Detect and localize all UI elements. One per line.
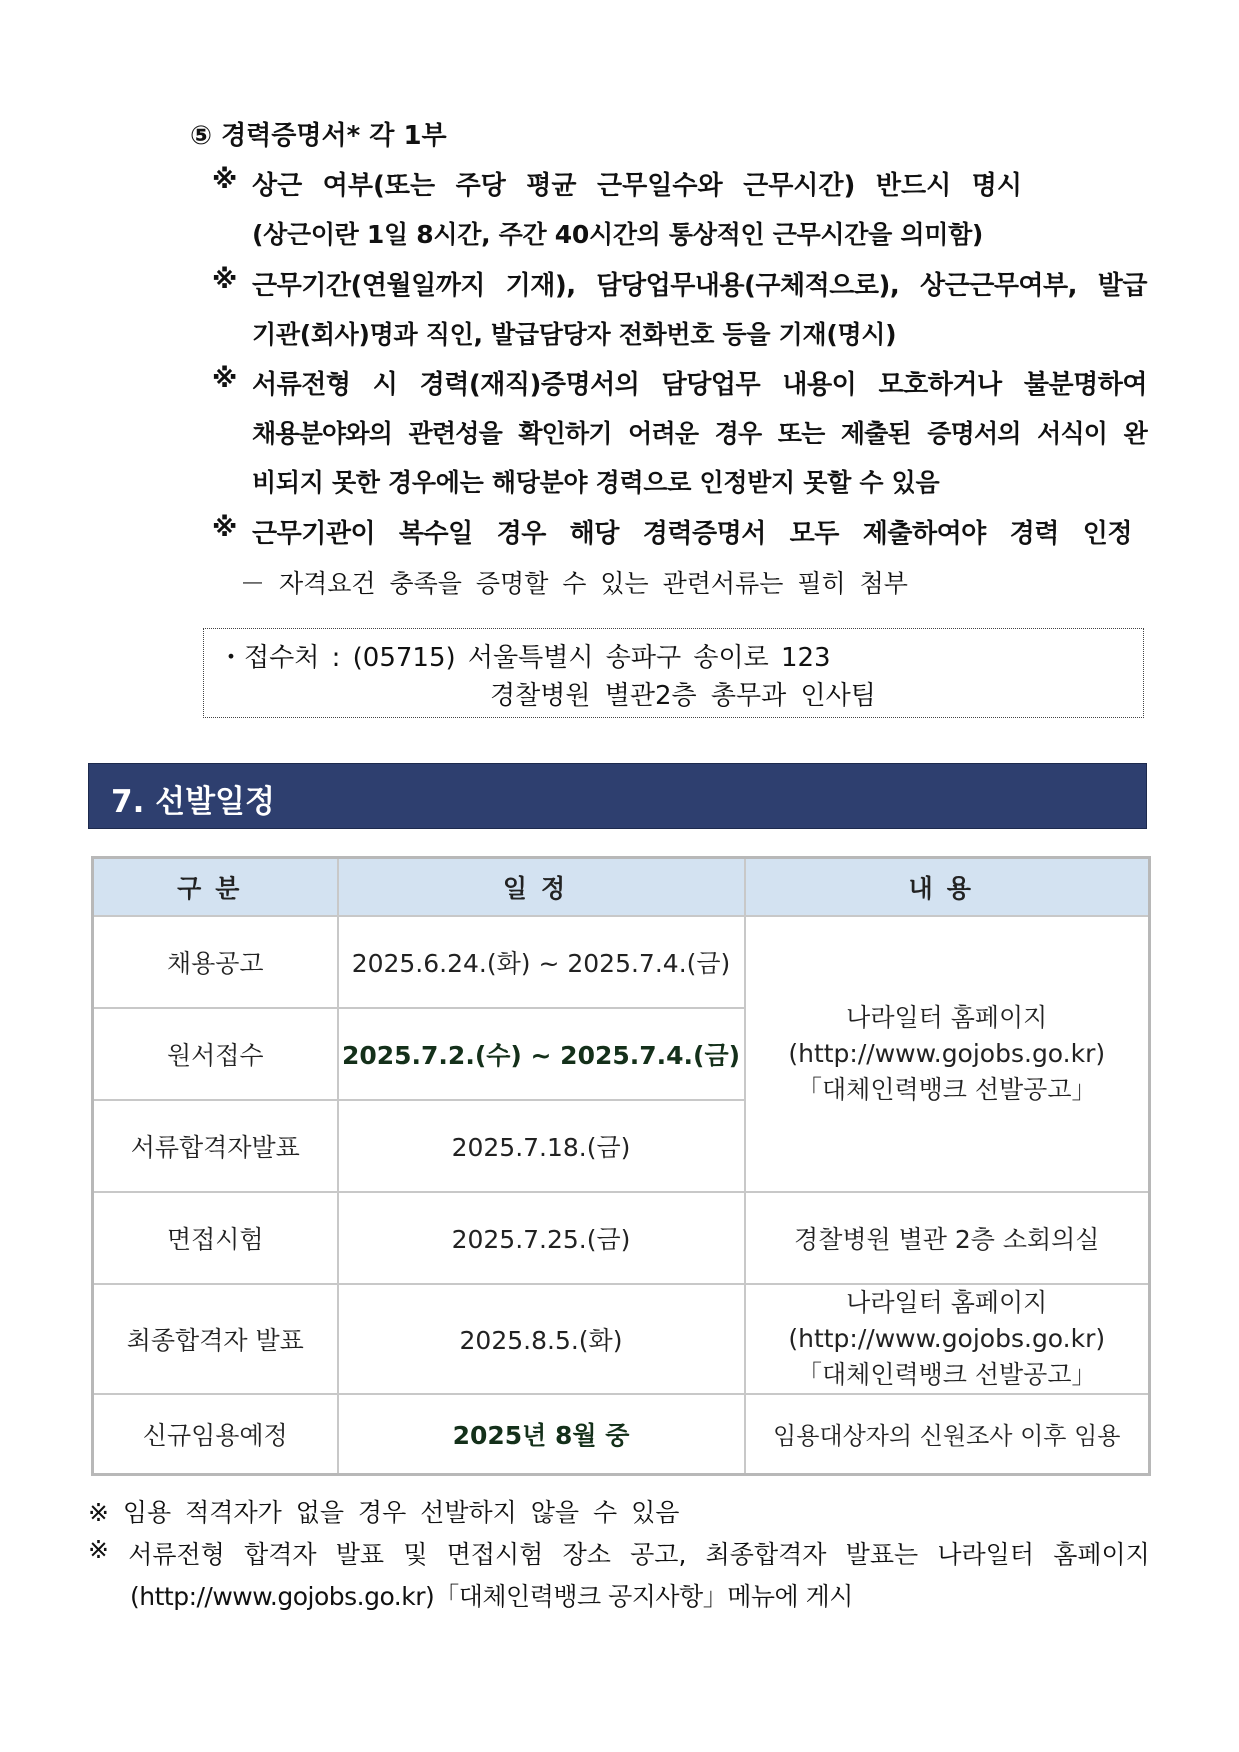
note-mark: ※ xyxy=(212,165,238,195)
note-line: 상근 여부(또는 주당 평균 근무일수와 근무시간) 반드시 명시 xyxy=(252,171,1022,201)
note-mark: ※ xyxy=(212,513,238,543)
note-line: 채용분야와의 관련성을 확인하기 어려운 경우 또는 제출된 증명서의 서식이 완 xyxy=(252,419,1147,448)
cell-category: 원서접수 xyxy=(93,1008,338,1100)
cell-schedule: 2025.6.24.(화) ~ 2025.7.4.(금) xyxy=(338,916,745,1008)
address-line-1: ・접수처 : (05715) 서울특별시 송파구 송이로 123 xyxy=(218,643,831,673)
content-line: 나라일터 홈페이지 xyxy=(846,1288,1048,1317)
cell-category: 면접시험 xyxy=(93,1192,338,1284)
cell-category: 채용공고 xyxy=(93,916,338,1008)
cell-schedule: 2025.7.25.(금) xyxy=(338,1192,745,1284)
header-category: 구분 xyxy=(93,858,338,917)
section-title: 7. 선발일정 xyxy=(111,784,275,820)
note-line: (상근이란 1일 8시간, 주간 40시간의 통상적인 근무시간을 의미함) xyxy=(252,220,984,249)
address-line-2: 경찰병원 별관2층 총무과 인사팀 xyxy=(490,681,876,711)
note-mark: ※ xyxy=(212,265,238,295)
cell-category: 신규임용예정 xyxy=(93,1394,338,1474)
table-row xyxy=(93,1394,1150,1474)
section-header xyxy=(88,763,1147,829)
cell-schedule: 2025.7.18.(금) xyxy=(338,1100,745,1192)
note-line: 근무기관이 복수일 경우 해당 경력증명서 모두 제출하여야 경력 인정 xyxy=(252,519,1132,549)
cell-schedule: 2025년 8월 중 xyxy=(338,1394,745,1474)
content-line: 「대체인력뱅크 선발공고」 xyxy=(797,1075,1097,1104)
cell-content-merged xyxy=(745,916,1150,1192)
footer-note: ※ 임용 적격자가 없을 경우 선발하지 않을 수 있음 xyxy=(88,1498,680,1527)
note-line: 서류전형 시 경력(재직)증명서의 담당업무 내용이 모호하거나 불분명하여 xyxy=(252,370,1147,400)
table-row xyxy=(93,1284,1150,1394)
footer-note: ※ 서류전형 합격자 발표 및 면접시험 장소 공고, 최종합격자 발표는 나라일터 홈페이지 xyxy=(88,1535,1150,1569)
table-header-row xyxy=(93,858,1150,917)
note-line: 비되지 못한 경우에는 해당분야 경력으로 인정받지 못할 수 있음 xyxy=(252,468,940,497)
cell-category: 서류합격자발표 xyxy=(93,1100,338,1192)
schedule-table xyxy=(91,856,1151,1476)
content-line: (http://www.gojobs.go.kr) xyxy=(788,1039,1106,1068)
cell-category: 최종합격자 발표 xyxy=(93,1284,338,1394)
note-line: 근무기간(연월일까지 기재), 담당업무내용(구체적으로), 상근근무여부, 발급 xyxy=(252,271,1147,301)
content-line: 「대체인력뱅크 선발공고」 xyxy=(797,1360,1097,1389)
cell-content xyxy=(745,1284,1150,1394)
note-mark: ※ xyxy=(212,364,238,394)
cell-schedule: 2025.8.5.(화) xyxy=(338,1284,745,1394)
header-content: 내용 xyxy=(745,858,1150,917)
table-row xyxy=(93,916,1150,1008)
cell-schedule: 2025.7.2.(수) ~ 2025.7.4.(금) xyxy=(338,1008,745,1100)
item-heading: ⑤ 경력증명서* 각 1부 xyxy=(190,121,447,151)
note-line: 기관(회사)명과 직인, 발급담당자 전화번호 등을 기재(명시) xyxy=(252,320,897,349)
address-box xyxy=(203,628,1144,718)
cell-content: 경찰병원 별관 2층 소회의실 xyxy=(745,1192,1150,1284)
header-schedule: 일정 xyxy=(338,858,745,917)
footer-note: (http://www.gojobs.go.kr)「대체인력뱅크 공지사항」메뉴에 게시 xyxy=(130,1582,853,1611)
cell-content: 임용대상자의 신원조사 이후 임용 xyxy=(745,1394,1150,1474)
content-line: (http://www.gojobs.go.kr) xyxy=(788,1324,1106,1353)
table-row xyxy=(93,1192,1150,1284)
attachment-note: － 자격요건 충족을 증명할 수 있는 관련서류는 필히 첨부 xyxy=(240,569,908,598)
content-line: 나라일터 홈페이지 xyxy=(846,1003,1048,1032)
